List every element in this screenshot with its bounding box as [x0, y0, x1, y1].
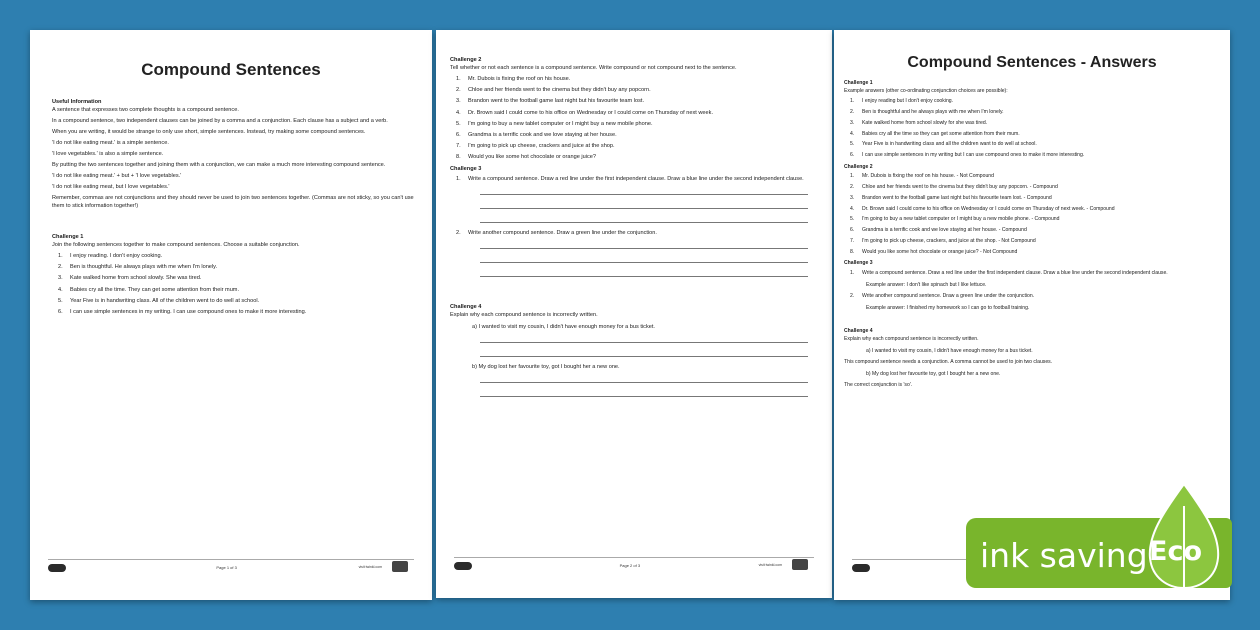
quality-badge-icon [392, 561, 408, 572]
list-item: 2. Write another compound sentence. Draw a green line under the conjunction. [850, 293, 1035, 300]
list-item: 4. Dr. Brown said I could come to his office on Wednesday or I could come on Thursday of next week. - Compound [850, 205, 1115, 212]
info-paragraph: 'I do not like eating meat, but I love vegetables.' [52, 184, 170, 190]
challenge-4-intro: Explain why each compound sentence is incorrectly written. [844, 335, 979, 342]
list-item: 2. Ben is thoughtful. He always plays with me when I'm lonely. [58, 264, 218, 271]
list-item: 2. Chloe and her friends went to the cinema but they didn't buy any popcorn. [456, 87, 651, 94]
answer-line[interactable] [480, 335, 808, 343]
list-item: 1. I enjoy reading. I don't enjoy cooking. [58, 253, 163, 259]
info-paragraph: 'I do not like eating meat.' is a simple sentence. [52, 140, 169, 146]
page-number: Page 1 of 3 [216, 565, 237, 570]
answer-line[interactable] [480, 255, 808, 263]
twinkl-logo-icon [48, 564, 66, 572]
info-paragraph: By putting the two sentences together and joining them with a conjunction, we can make a much more interesting compound sentence. [52, 162, 386, 168]
challenge-1-heading: Challenge 1 [844, 80, 873, 86]
page-title: Compound Sentences [141, 60, 321, 79]
list-item: 1. Mr. Dubois is fixing the roof on his house. [456, 76, 571, 82]
footer-url: visit twinkl.com [758, 563, 782, 567]
challenge-1-list [52, 252, 414, 316]
answer-line[interactable] [480, 375, 808, 383]
challenge-2-list [450, 75, 814, 161]
challenge-4-answer-a: This compound sentence needs a conjunction. A comma cannot be used to join two clauses. [844, 359, 1053, 366]
challenge-4-item-a: a) I wanted to visit my cousin, I didn't have enough money for a bus ticket. [472, 324, 655, 331]
answer-line[interactable] [480, 349, 808, 357]
list-item: 6. Grandma is a terrific cook and we love staying at her house. [456, 131, 617, 138]
challenge-1-heading: Challenge 1 [52, 234, 84, 240]
challenge-1-intro: Example answers (other co-ordinating conjunction choices are possible): [844, 87, 1008, 94]
example-answer: Example answer: I don't like spinach but I like lettuce. [866, 281, 987, 288]
info-paragraph: In a compound sentence, two independent clauses can be joined by a comma and a conjunction. Each clause has a subject and a verb. [52, 118, 388, 124]
list-item: 1. Write a compound sentence. Draw a red line under the first independent clause. Draw a blue line under the second independent clause. [850, 269, 1168, 276]
challenge-4-heading: Challenge 4 [844, 328, 873, 335]
challenge-3-answers-2 [844, 293, 1214, 301]
list-item: 6. Grandma is a terrific cook and we love staying at her house. - Compound [850, 227, 1027, 234]
useful-information-heading: Useful Information [52, 99, 102, 105]
list-item: 7. I'm going to pick up cheese, crackers, and juice at the shop. - Not Compound [850, 237, 1036, 244]
list-item: 1. I enjoy reading but I don't enjoy cooking. [850, 98, 954, 105]
list-item: 4. Dr. Brown said I could come to his office on Wednesday or I could come on Thursday of next week. [456, 109, 714, 116]
list-item: 3. Brandon went to the football game last night but his favourite team lost. - Compound [850, 194, 1052, 201]
list-item: 6. I can use simple sentences in my writing but I can use compound ones to make it more interesting. [850, 152, 1085, 159]
info-paragraph: Remember, commas are not conjunctions and they should never be used to join two sentences together. (Commas are not sticky, so you can't use them to stick information together!) [52, 195, 414, 209]
challenge-4-item-b: b) My dog lost her favourite toy, got I bought her a new one. [472, 364, 620, 371]
info-paragraph: 'I love vegetables.' is also a simple sentence. [52, 151, 164, 157]
answer-line[interactable] [480, 187, 808, 195]
challenge-4-item-a: a) I wanted to visit my cousin, I didn't have enough money for a bus ticket. [866, 347, 1033, 354]
list-item: 5. I'm going to buy a new tablet computer or I might buy a new mobile phone. [456, 120, 653, 127]
answer-line[interactable] [480, 201, 808, 209]
twinkl-logo-icon [454, 562, 472, 570]
list-item: 3. Brandon went to the football game last night but his favourite team lost. [456, 98, 644, 105]
ink-saving-label: ink saving [980, 536, 1148, 575]
list-item: 8. Would you like some hot chocolate or orange juice? - Not Compound [850, 248, 1018, 255]
list-item: 3. Kate walked home from school slowly. She was tired. [58, 275, 202, 282]
list-item: 2. Ben is thoughtful and he always plays with me when I'm lonely. [850, 108, 1004, 115]
challenge-2-heading: Challenge 2 [450, 57, 482, 63]
leaf-icon [966, 470, 1232, 596]
answer-line[interactable] [480, 241, 808, 249]
info-paragraph: When you are writing, it would be strange to only use short, simple sentences. Instead, try making some compound sentences. [52, 129, 366, 135]
list-item: 3. Kate walked home from school slowly for she was tired. [850, 119, 988, 126]
example-answer: Example answer: I finished my homework so I can go to football training. [866, 304, 1030, 311]
list-item: 4. Babies cry all the time so they can get some attention from their mum. [850, 130, 1020, 137]
challenge-3-heading: Challenge 3 [844, 260, 873, 267]
page-3-content [844, 78, 1214, 393]
page-footer [454, 557, 814, 572]
list-item: 6. I can use simple sentences in my writing. I can use compound ones to make it more interesting. [58, 308, 307, 315]
challenge-2-intro: Tell whether or not each sentence is a compound sentence. Write compound or not compound next to the sentence. [450, 65, 737, 71]
list-item: 5. Year Five is in handwriting class and all the children want to do well at school. [850, 141, 1037, 148]
list-item: 2. Write another compound sentence. Draw a green line under the conjunction. [456, 230, 657, 237]
challenge-1-answers [844, 98, 1214, 160]
list-item: 8. Would you like some hot chocolate or orange juice? [456, 154, 597, 161]
answer-line[interactable] [480, 215, 808, 223]
answer-line[interactable] [480, 269, 808, 277]
list-item: 1. Mr. Dubois is fixing the roof on his house. - Not Compound [850, 173, 994, 180]
page-2-content [450, 54, 814, 403]
worksheet-page-2 [436, 30, 832, 598]
challenge-3-heading: Challenge 3 [450, 166, 482, 173]
page-1-content [52, 96, 414, 320]
challenge-3-list-2 [450, 229, 814, 237]
challenge-3-answers [844, 270, 1214, 278]
list-item: 5. Year Five is in handwriting class. All of the children went to do well at school. [58, 297, 260, 304]
list-item: 7. I'm going to pick up cheese, crackers and juice at the shop. [456, 143, 615, 150]
worksheet-page-1 [30, 30, 432, 600]
page-footer [48, 559, 414, 574]
challenge-4-answer-b: The correct conjunction is 'so'. [844, 382, 913, 389]
challenge-1-intro: Join the following sentences together to make compound sentences. Choose a suitable conjunction. [52, 242, 300, 248]
challenge-2-heading: Challenge 2 [844, 163, 873, 170]
challenge-4-heading: Challenge 4 [450, 304, 482, 311]
list-item: 1. Write a compound sentence. Draw a red line under the first independent clause. Draw a blue line under the second independent clause. [456, 176, 804, 183]
page-number: Page 2 of 3 [619, 563, 641, 568]
quality-badge-icon [792, 559, 808, 570]
challenge-4-item-b: b) My dog lost her favourite toy, got I bought her a new one. [866, 370, 1001, 377]
eco-label: Eco [1149, 536, 1202, 567]
challenge-4-intro: Explain why each compound sentence is incorrectly written. [450, 312, 598, 319]
answer-line[interactable] [480, 389, 808, 397]
page-title: Compound Sentences - Answers [907, 54, 1157, 71]
info-paragraph: 'I do not like eating meat.' + but + 'I love vegetables.' [52, 173, 182, 179]
footer-url: visit twinkl.com [358, 565, 382, 569]
list-item: 5. I'm going to buy a new tablet computer or I might buy a new mobile phone. - Compound [850, 216, 1060, 223]
challenge-3-list [450, 175, 814, 183]
ink-saving-eco-badge [966, 470, 1232, 596]
info-paragraph: A sentence that expresses two complete thoughts is a compound sentence. [52, 107, 239, 113]
list-item: 4. Babies cry all the time. They can get some attention from their mum. [58, 286, 240, 293]
list-item: 2. Chloe and her friends went to the cinema but they didn't buy any popcorn. - Compound [850, 184, 1058, 191]
challenge-2-answers [844, 173, 1214, 256]
twinkl-logo-icon [852, 564, 870, 572]
